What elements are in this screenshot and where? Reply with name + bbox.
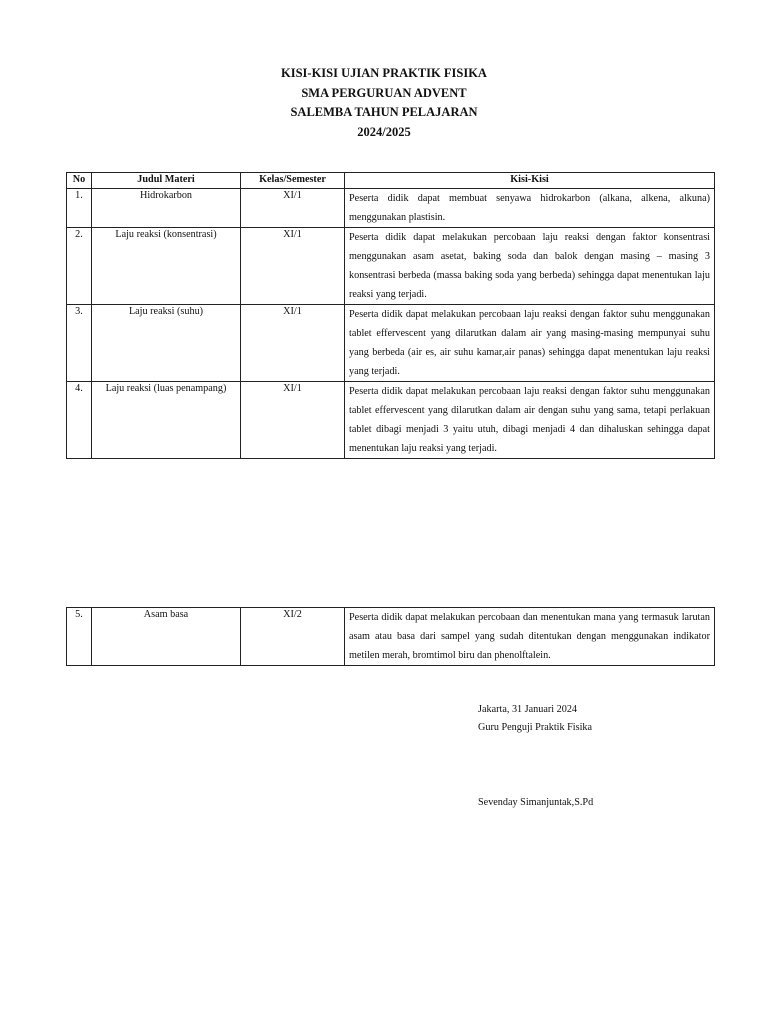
signature-name: Sevenday Simanjuntak,S.Pd xyxy=(478,797,594,808)
row-no: 3. xyxy=(67,305,92,382)
row-kelas: XI/1 xyxy=(241,382,345,459)
document-title xyxy=(0,64,768,142)
kisi-table xyxy=(66,172,715,459)
row-judul: Laju reaksi (konsentrasi) xyxy=(92,228,241,305)
title-line-3: SALEMBA TAHUN PELAJARAN xyxy=(290,105,478,119)
row-kisi: Peserta didik dapat melakukan percobaan laju reaksi dengan faktor suhu menggunakan tablet effervescent yang dilarutkan dalam air dengan suhu yang sama, tetapi perlakuan tablet dibagi menjadi 3 yaitu utuh, dibagi menjadi 4 dan dihaluskan sehingga dapat menentukan laju reaksi yang terjadi. xyxy=(345,382,715,459)
kisi-table-continuation xyxy=(66,607,715,666)
row-kisi: Peserta didik dapat melakukan percobaan laju reaksi dengan faktor konsentrasi menggunakan asam asetat, baking soda dan balok dengan masing – masing 3 konsentrasi berbeda (massa baking soda yang berbeda) sehingga dapat menentukan laju reaksi yang terjadi. xyxy=(345,228,715,305)
row-no: 4. xyxy=(67,382,92,459)
signature-place-date: Jakarta, 31 Januari 2024 xyxy=(478,704,578,715)
header-kelas-semester: Kelas/Semester xyxy=(241,173,345,189)
row-no: 2. xyxy=(67,228,92,305)
signature-role: Guru Penguji Praktik Fisika xyxy=(478,722,593,733)
header-kisi-kisi: Kisi-Kisi xyxy=(345,173,715,189)
row-judul: Asam basa xyxy=(92,608,241,666)
row-kisi: Peserta didik dapat melakukan percobaan dan menentukan mana yang termasuk larutan asam atau basa dari sampel yang sudah ditentukan dengan menggunakan indikator metilen merah, bromtimol biru dan phenolftalein. xyxy=(345,608,715,666)
table-row xyxy=(67,189,715,228)
table-row xyxy=(67,608,715,666)
row-kisi: Peserta didik dapat melakukan percobaan laju reaksi dengan faktor suhu menggunakan tablet effervescent yang dilarutkan dalam air yang masing-masing mempunyai suhu yang berbeda (air es, air suhu kamar,air panas) sehingga dapat menentukan laju reaksi yang terjadi. xyxy=(345,305,715,382)
title-line-4: 2024/2025 xyxy=(357,124,411,139)
table-row xyxy=(67,382,715,459)
row-kelas: XI/1 xyxy=(241,305,345,382)
table-row xyxy=(67,305,715,382)
row-judul: Laju reaksi (luas penampang) xyxy=(92,382,241,459)
title-line-2: SMA PERGURUAN ADVENT xyxy=(301,85,467,100)
row-kelas: XI/2 xyxy=(241,608,345,666)
row-kelas: XI/1 xyxy=(241,228,345,305)
row-kisi: Peserta didik dapat membuat senyawa hidrokarbon (alkana, alkena, alkuna) menggunakan plastisin. xyxy=(345,189,715,228)
row-no: 5. xyxy=(67,608,92,666)
header-judul-materi: Judul Materi xyxy=(92,173,241,189)
row-kelas: XI/1 xyxy=(241,189,345,228)
title-line-1: KISI-KISI UJIAN PRAKTIK FISIKA xyxy=(281,66,487,80)
table-header-row xyxy=(67,173,715,189)
row-judul: Laju reaksi (suhu) xyxy=(92,305,241,382)
table-row xyxy=(67,228,715,305)
row-judul: Hidrokarbon xyxy=(92,189,241,228)
header-no: No xyxy=(67,173,92,189)
row-no: 1. xyxy=(67,189,92,228)
